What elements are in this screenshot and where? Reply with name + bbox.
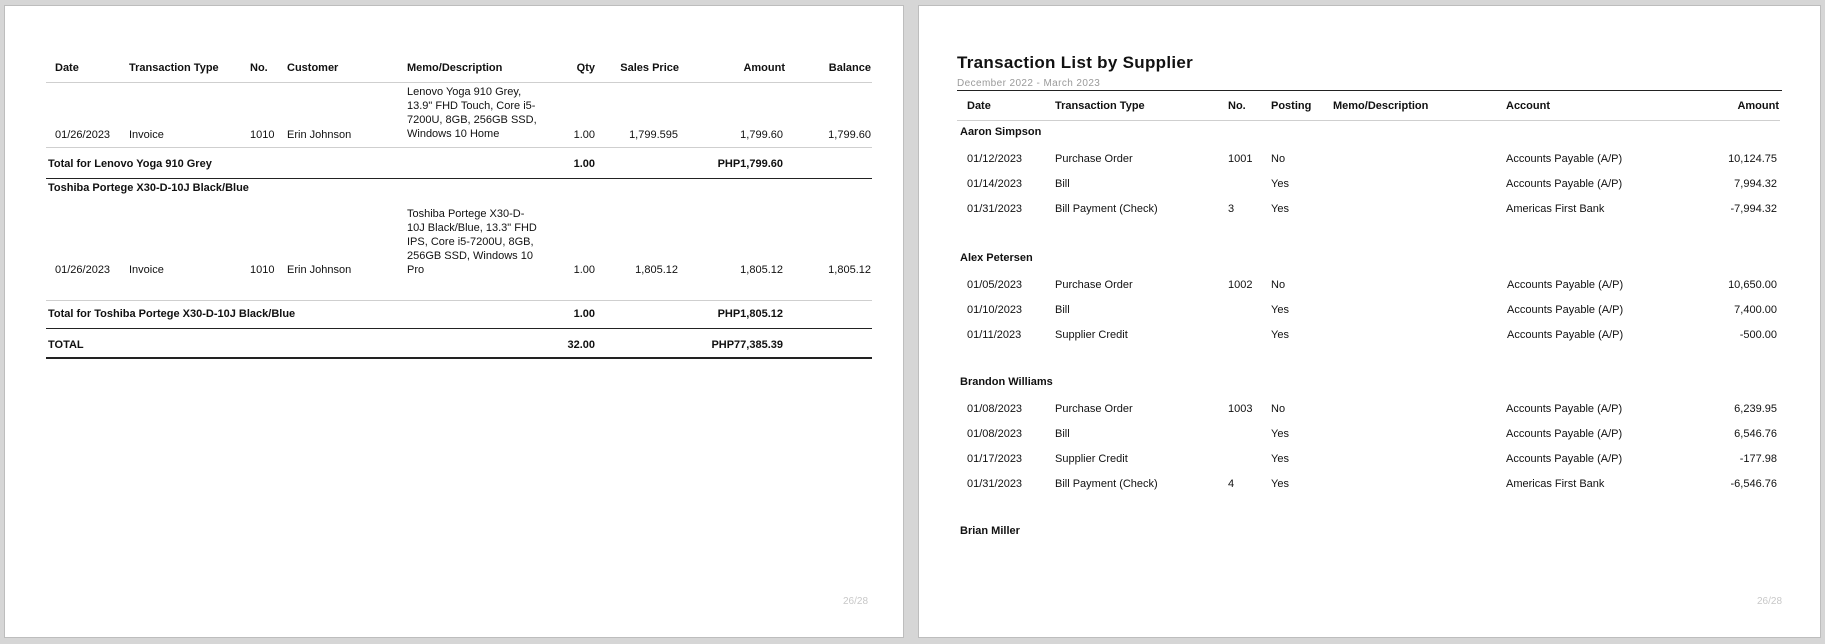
report-page-right [918,5,1821,638]
type-cell: Purchase Order [1055,153,1133,165]
grand-total-amount: PHP77,385.39 [711,339,783,351]
date-cell: 01/31/2023 [967,203,1023,215]
amount-cell: -177.98 [1739,453,1777,465]
col-header-transaction-type: Transaction Type [129,62,219,74]
date-cell: 01/08/2023 [967,428,1023,440]
title-divider [957,90,1782,91]
header-divider [957,120,1780,121]
type-cell: Bill Payment (Check) [1055,478,1158,490]
no-cell: 3 [1228,203,1235,215]
account-cell: Americas First Bank [1506,478,1605,490]
qty-cell: 1.00 [573,129,595,141]
price-cell: 1,799.595 [629,129,678,141]
no-cell: 4 [1228,478,1235,490]
amount-cell: 1,805.12 [740,264,783,276]
account-cell: Accounts Payable (A/P) [1506,153,1623,165]
customer-cell: Erin Johnson [287,129,352,141]
type-cell: Purchase Order [1055,279,1133,291]
date-cell: 01/14/2023 [967,178,1023,190]
amount-cell: -7,994.32 [1730,203,1777,215]
group-total-amount: PHP1,805.12 [717,308,783,320]
no-cell: 1010 [250,264,275,276]
account-cell: Accounts Payable (A/P) [1507,304,1624,316]
memo-cell: Toshiba Portege X30-D-10J Black/Blue, 13.3" FHD IPS, Core i5-7200U, 8GB, 256GB SSD, Windows 10 Pro [407,208,537,276]
amount-cell: 6,239.95 [1734,403,1777,415]
amount-cell: -500.00 [1739,329,1777,341]
report-title: Transaction List by Supplier [957,53,1194,72]
group-total-label: Total for Toshiba Portege X30-D-10J Black/Blue [48,308,296,320]
date-cell: 01/11/2023 [967,329,1022,341]
balance-cell: 1,799.60 [828,129,871,141]
report-subtitle: December 2022 - March 2023 [957,78,1101,89]
date-cell: 01/08/2023 [967,403,1023,415]
account-cell: Americas First Bank [1506,203,1605,215]
col-header-date: Date [967,100,991,112]
supplier-name: Brian Miller [960,525,1020,537]
type-cell: Bill [1055,428,1070,440]
group-total-qty: 1.00 [573,158,595,170]
posting-cell: No [1271,403,1286,415]
amount-cell: 6,546.76 [1734,428,1777,440]
type-cell: Bill [1055,304,1070,316]
col-header-sales-price: Sales Price [620,62,679,74]
no-cell: 1010 [250,129,275,141]
date-cell: 01/05/2023 [967,279,1023,291]
posting-cell: No [1271,279,1286,291]
page-number: 26/28 [1757,596,1783,607]
col-header-amount: Amount [1737,100,1779,112]
grand-total-label: TOTAL [48,339,84,351]
amount-cell: 7,400.00 [1734,304,1777,316]
date-cell: 01/26/2023 [55,129,111,141]
col-header-balance: Balance [828,62,871,74]
grand-total-qty: 32.00 [567,339,595,351]
amount-cell: -6,546.76 [1730,478,1777,490]
col-header-amount: Amount [743,62,785,74]
type-cell: Purchase Order [1055,403,1133,415]
col-header-no: No. [1228,100,1246,112]
amount-cell: 1,799.60 [740,129,783,141]
posting-cell: No [1271,153,1286,165]
posting-cell: Yes [1271,453,1289,465]
row-divider [46,300,872,301]
col-header-date: Date [55,62,79,74]
type-cell: Bill Payment (Check) [1055,203,1158,215]
amount-cell: 10,124.75 [1728,153,1777,165]
group-divider [46,328,872,329]
amount-cell: 10,650.00 [1728,279,1777,291]
qty-cell: 1.00 [573,264,595,276]
posting-cell: Yes [1271,478,1289,490]
col-header-no: No. [250,62,268,74]
col-header-customer: Customer [287,62,339,74]
group-divider [46,178,872,179]
account-cell: Accounts Payable (A/P) [1507,329,1624,341]
col-header-posting: Posting [1271,100,1312,112]
col-header-transaction-type: Transaction Type [1055,100,1145,112]
posting-cell: Yes [1271,304,1289,316]
group-total-label: Total for Lenovo Yoga 910 Grey [48,158,212,170]
posting-cell: Yes [1271,203,1289,215]
account-cell: Accounts Payable (A/P) [1506,428,1623,440]
date-cell: 01/10/2023 [967,304,1023,316]
account-cell: Accounts Payable (A/P) [1506,403,1623,415]
report-page-left [4,5,904,638]
date-cell: 01/26/2023 [55,264,111,276]
no-cell: 1003 [1228,403,1253,415]
no-cell: 1002 [1228,279,1253,291]
supplier-name: Alex Petersen [960,252,1033,264]
group-total-qty: 1.00 [573,308,595,320]
account-cell: Accounts Payable (A/P) [1506,453,1623,465]
account-cell: Accounts Payable (A/P) [1507,279,1624,291]
customer-cell: Erin Johnson [287,264,352,276]
type-cell: Supplier Credit [1055,453,1128,465]
col-header-account: Account [1506,100,1550,112]
posting-cell: Yes [1271,178,1289,190]
no-cell: 1001 [1228,153,1253,165]
date-cell: 01/12/2023 [967,153,1023,165]
header-divider [46,82,872,83]
memo-cell: Lenovo Yoga 910 Grey, 13.9" FHD Touch, Core i5-7200U, 8GB, 256GB SSD, Windows 10 Home [407,86,537,140]
grand-total-divider [46,357,872,359]
type-cell: Supplier Credit [1055,329,1128,341]
account-cell: Accounts Payable (A/P) [1506,178,1623,190]
supplier-name: Aaron Simpson [960,126,1042,138]
date-cell: 01/31/2023 [967,478,1023,490]
balance-cell: 1,805.12 [828,264,871,276]
type-cell: Bill [1055,178,1070,190]
type-cell: Invoice [129,264,164,276]
col-header-memo: Memo/Description [1333,100,1429,112]
posting-cell: Yes [1271,428,1289,440]
row-divider [46,147,872,148]
date-cell: 01/17/2023 [967,453,1023,465]
col-header-qty: Qty [576,62,595,74]
supplier-name: Brandon Williams [960,376,1053,388]
page-number: 26/28 [843,596,869,607]
posting-cell: Yes [1271,329,1289,341]
col-header-memo: Memo/Description [407,62,503,74]
type-cell: Invoice [129,129,164,141]
group-total-amount: PHP1,799.60 [717,158,783,170]
amount-cell: 7,994.32 [1734,178,1777,190]
price-cell: 1,805.12 [635,264,678,276]
group-name: Toshiba Portege X30-D-10J Black/Blue [48,182,249,194]
